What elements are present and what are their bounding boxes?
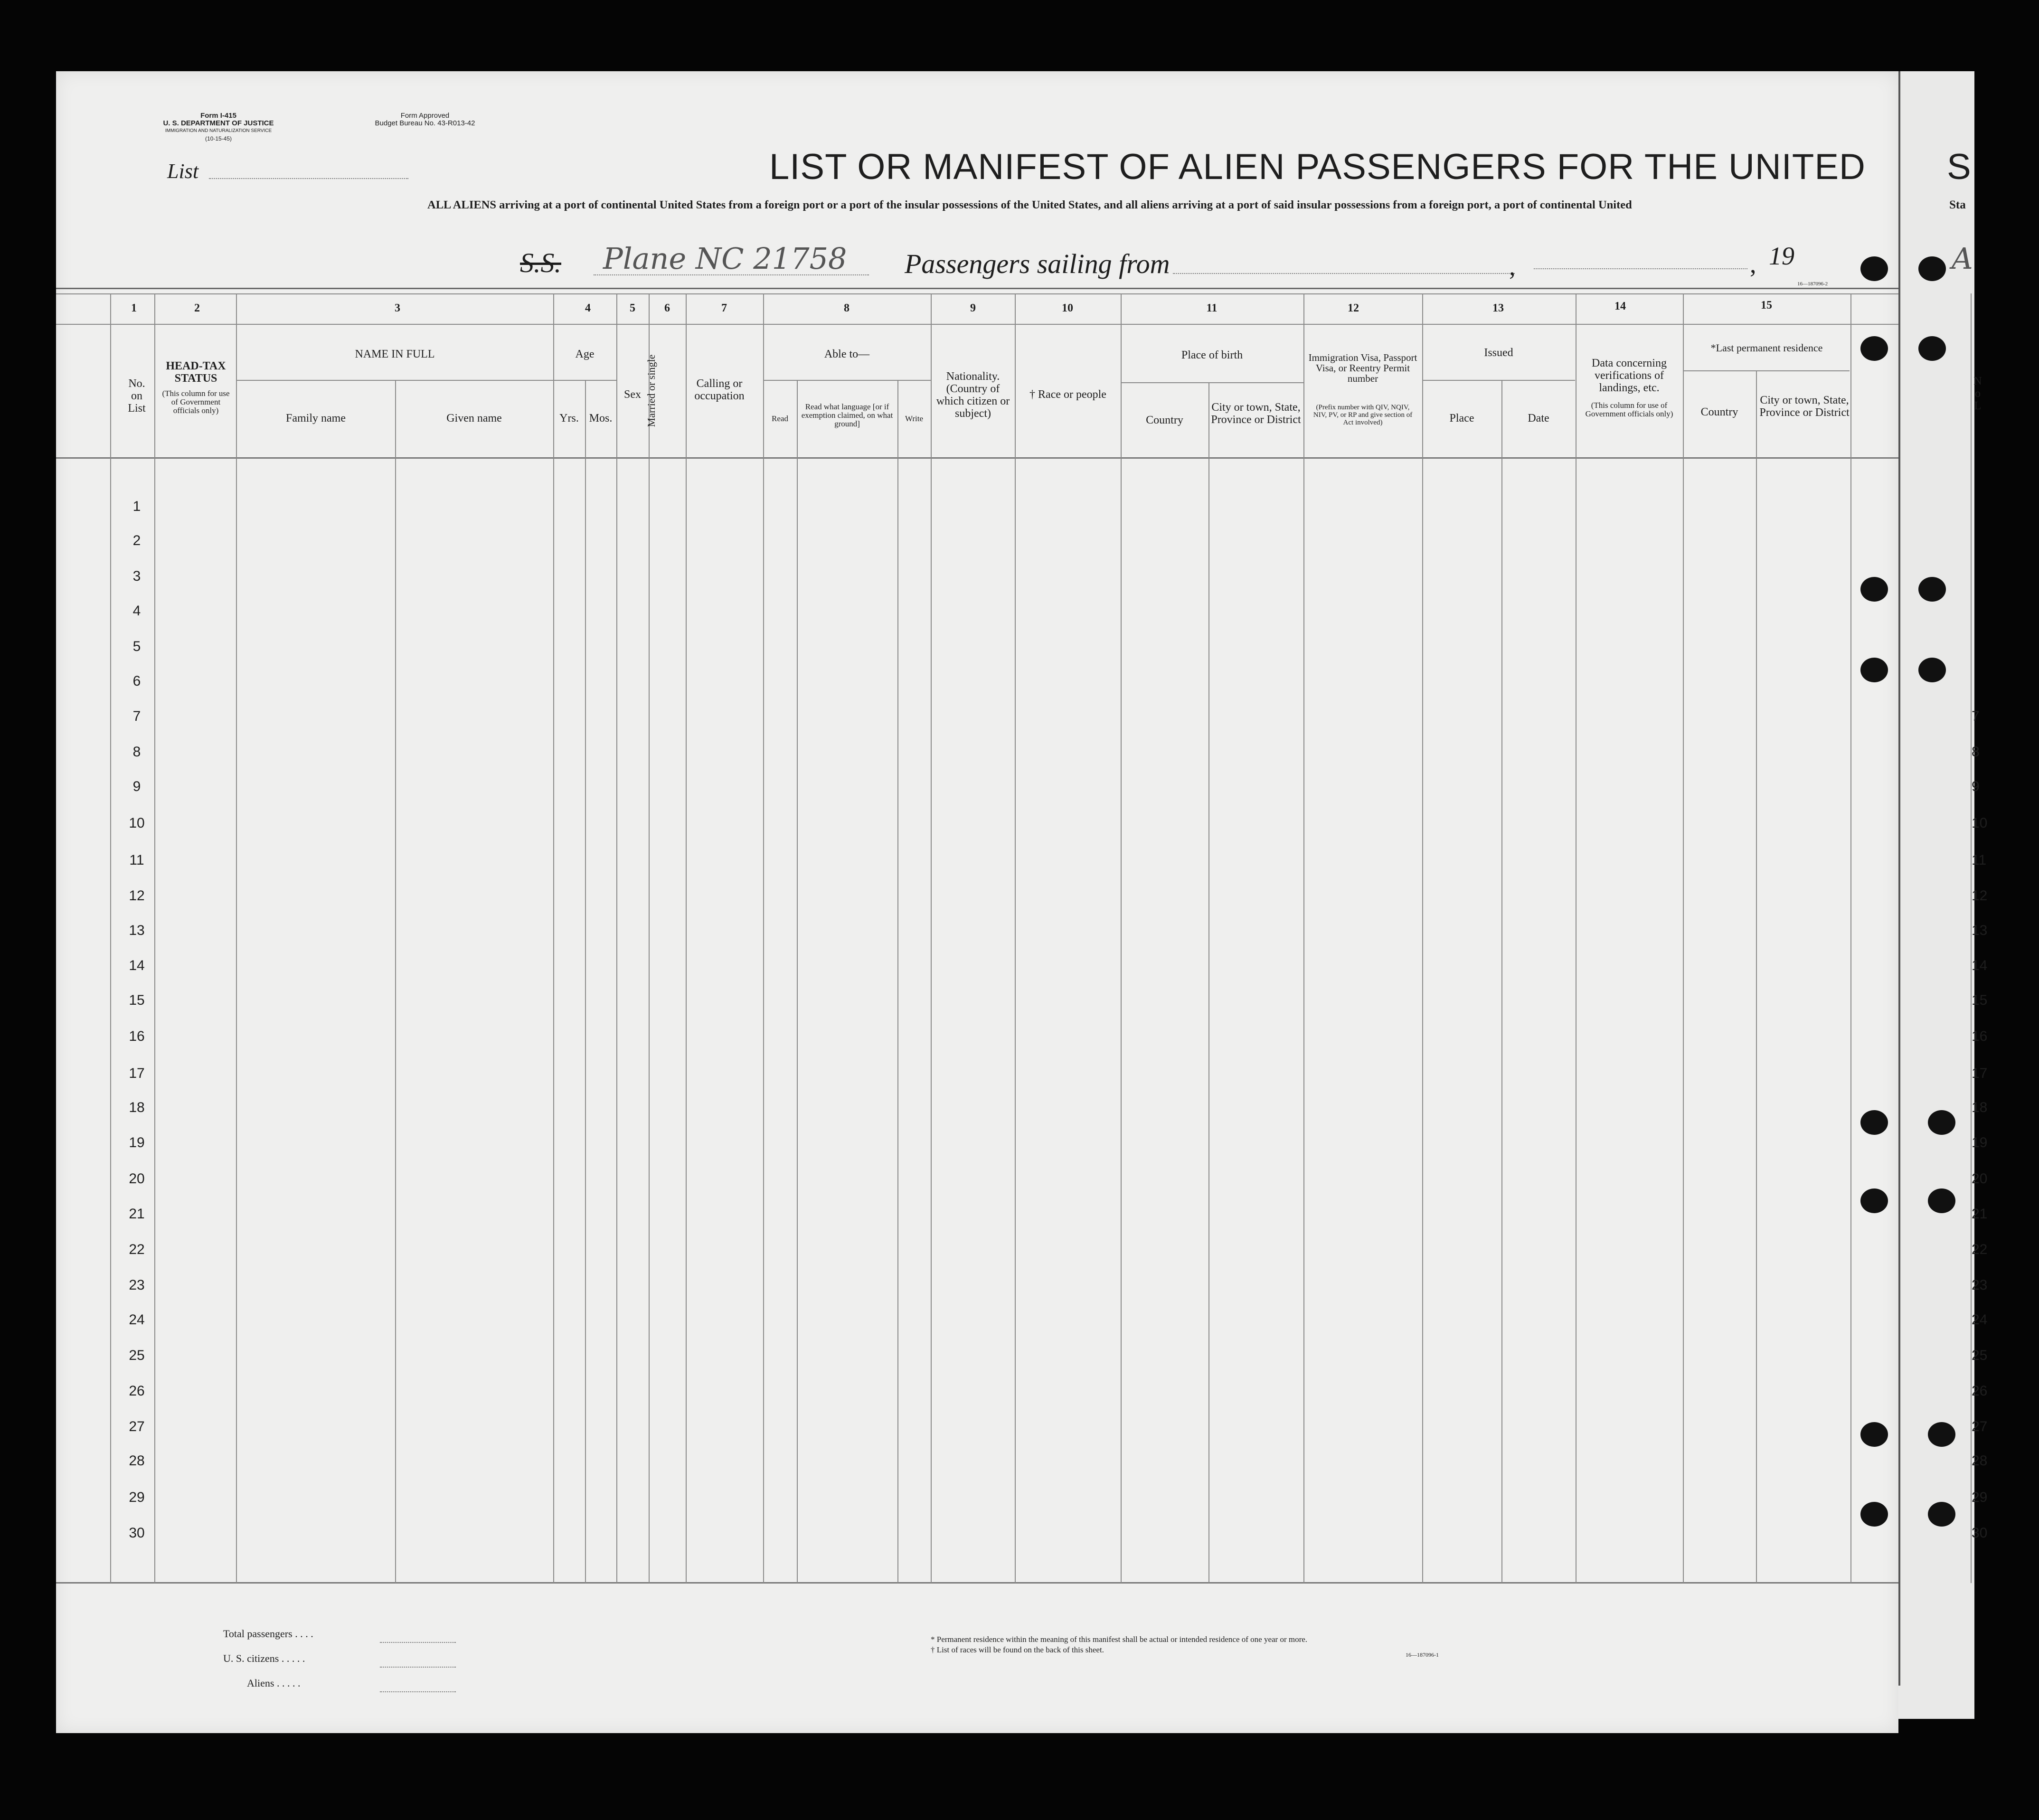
header-race: † Race or people	[1029, 388, 1106, 401]
header-family-name: Family name	[286, 412, 346, 424]
header-married: Married or single	[645, 354, 657, 427]
row-number-right: 22	[1972, 1242, 1988, 1257]
col-number-12: 12	[1348, 302, 1359, 314]
row-number-right: 16	[1972, 1028, 1988, 1044]
row-number-right: 9	[1972, 779, 1980, 794]
punch-hole	[1928, 1422, 1955, 1447]
us-citizens-text: U. S. citizens	[223, 1652, 279, 1664]
header-calling: Calling or occupation	[694, 377, 745, 402]
punch-hole	[1860, 1188, 1888, 1213]
col-line	[649, 293, 650, 1583]
footer-print-code: 16—187096-1	[1406, 1651, 1439, 1658]
sailing-fill-line	[1173, 273, 1515, 274]
col-line	[1208, 382, 1209, 1583]
row-number: 16	[129, 1028, 145, 1044]
table-bottom-rule	[56, 1582, 1898, 1584]
header-date: Date	[1528, 412, 1549, 424]
punch-hole	[1918, 336, 1946, 361]
row-number-right: 20	[1972, 1171, 1988, 1187]
name-sub-rule	[236, 380, 616, 381]
row-number: 19	[129, 1135, 145, 1150]
header-sex: Sex	[624, 388, 641, 401]
punch-hole	[1860, 1422, 1888, 1447]
comma-2: ,	[1750, 250, 1756, 278]
us-citizens-line	[380, 1667, 456, 1668]
residence-sub-rule	[1683, 370, 1850, 371]
budget-number: Budget Bureau No. 43-R013-42	[375, 119, 475, 127]
header-yrs: Yrs.	[559, 412, 579, 424]
header-place-of-birth: Place of birth	[1181, 349, 1243, 361]
punch-hole	[1860, 577, 1888, 602]
col-line	[897, 380, 898, 1583]
header-bottom-rule	[56, 457, 1898, 459]
col-line	[1121, 293, 1122, 1583]
col-line	[1850, 293, 1851, 1583]
list-label: List	[167, 160, 199, 183]
us-citizens-label: U. S. citizens . . . . .	[223, 1652, 305, 1664]
punch-hole	[1860, 658, 1888, 682]
total-passengers-text: Total passengers	[223, 1628, 293, 1640]
next-page-handwritten-fragment: A	[1952, 241, 1973, 276]
aliens-text: Aliens	[247, 1677, 274, 1689]
col-number-11: 11	[1206, 302, 1218, 314]
form-info-block	[161, 112, 275, 142]
footnote-races: † List of races will be found on the back of this sheet.	[931, 1645, 1104, 1654]
col-number-6: 6	[664, 302, 670, 314]
row-number-right: 23	[1972, 1277, 1988, 1293]
footnote-residence: * Permanent residence within the meaning of this manifest shall be actual or intended residence of one year or more.	[931, 1635, 1308, 1644]
row-number-right: 18	[1972, 1100, 1988, 1115]
punch-hole	[1860, 256, 1888, 281]
row-number: 10	[129, 815, 145, 831]
list-fill-line	[209, 178, 408, 179]
row-number: 3	[132, 568, 141, 584]
next-page-title-fragment: S	[1947, 147, 1972, 187]
col-line	[616, 293, 617, 1583]
form-number: Form I-415	[200, 112, 236, 120]
header-res-country: Country	[1700, 406, 1738, 418]
punch-hole	[1928, 1502, 1955, 1527]
vessel-fill-line	[594, 274, 869, 275]
row-number-right: 8	[1972, 744, 1980, 760]
row-number: 30	[129, 1525, 145, 1541]
row-number: 22	[129, 1242, 145, 1257]
col-number-8: 8	[844, 302, 850, 314]
issued-sub-rule	[1422, 380, 1575, 381]
table-top-rule	[56, 288, 1898, 289]
row-number-right: 29	[1972, 1490, 1988, 1505]
row-number: 2	[132, 533, 141, 548]
col-line	[763, 293, 764, 1583]
row-number: 8	[132, 744, 141, 760]
col-line	[1303, 293, 1304, 1583]
row-number-right: 10	[1972, 815, 1988, 831]
department: U. S. DEPARTMENT OF JUSTICE	[163, 119, 274, 127]
row-number-right: 11	[1972, 852, 1987, 868]
row-number: 27	[129, 1419, 145, 1434]
row-number: 18	[129, 1100, 145, 1115]
header-read-language: Read what language [or if exemption claimed, on what ground]	[801, 402, 893, 428]
ss-label: S.S.	[520, 247, 561, 278]
col-number-13: 13	[1492, 302, 1504, 314]
row-number: 9	[132, 779, 141, 794]
header-place: Place	[1449, 412, 1474, 424]
header-write: Write	[905, 414, 924, 423]
row-number-right: 17	[1972, 1066, 1988, 1081]
col-line	[931, 293, 932, 1583]
row-number: 13	[129, 923, 145, 938]
row-number: 25	[129, 1348, 145, 1363]
punch-hole	[1860, 336, 1888, 361]
col-line	[236, 293, 237, 1583]
service: IMMIGRATION AND NATURALIZATION SERVICE	[165, 128, 272, 133]
adjacent-page-edge	[1898, 71, 1974, 1719]
col-line	[1756, 370, 1757, 1583]
total-passengers-label: Total passengers . . . .	[223, 1628, 313, 1640]
page-title: LIST OR MANIFEST OF ALIEN PASSENGERS FOR THE UNITED	[769, 147, 1866, 187]
col-line	[1898, 71, 1900, 1686]
col-number-7: 7	[721, 302, 727, 314]
vessel-print-code: 16—187096-2	[1797, 281, 1828, 287]
next-page-no-fragment: N o L	[1973, 375, 1982, 412]
header-visa: Immigration Visa, Passport Visa, or Reentry Permit number	[1308, 352, 1417, 384]
col-line	[797, 380, 798, 1583]
col-line	[686, 293, 687, 1583]
header-given-name: Given name	[446, 412, 502, 424]
handwritten-vessel: Plane NC 21758	[603, 241, 847, 276]
header-visa-note: (Prefix number with QIV, NQIV, NIV, PV, or RP and give section of Act involved)	[1313, 404, 1413, 426]
col-number-1: 1	[131, 302, 137, 314]
able-sub-rule	[764, 380, 931, 381]
row-number: 23	[129, 1277, 145, 1293]
punch-hole	[1918, 577, 1946, 602]
row-number: 26	[129, 1383, 145, 1399]
row-number-right: 28	[1972, 1453, 1988, 1469]
header-nationality: Nationality. (Country of which citizen or subject)	[936, 370, 1010, 420]
birth-sub-rule	[1122, 382, 1304, 383]
page-subtitle: ALL ALIENS arriving at a port of continental United States from a foreign port or a port of the insular possessions of the United States, and all aliens arriving at a port of said insular possessions from a foreign port, a port of continental United	[427, 198, 1632, 211]
row-number: 7	[132, 708, 141, 724]
row-number: 21	[129, 1206, 145, 1222]
header-read: Read	[772, 414, 788, 423]
date-code: (10-15-45)	[205, 135, 232, 142]
col-line	[585, 380, 586, 1583]
row-number-right: 25	[1972, 1348, 1988, 1363]
col-line	[1501, 380, 1502, 1583]
col-line	[1015, 293, 1016, 1583]
form-approved: Form Approved	[400, 112, 450, 120]
row-number-right: 19	[1972, 1135, 1988, 1150]
header-no-on-list: No. on List	[128, 377, 146, 415]
year-prefix: 19	[1769, 242, 1794, 270]
punch-hole	[1860, 1110, 1888, 1135]
punch-hole	[1918, 658, 1946, 682]
row-number: 12	[129, 888, 145, 904]
row-number: 17	[129, 1066, 145, 1081]
header-city: City or town, State, Province or District	[1211, 401, 1301, 426]
col-number-2: 2	[194, 302, 200, 314]
col-line	[110, 293, 111, 1583]
row-number-right: 13	[1972, 923, 1988, 938]
next-page-subtitle-fragment: Sta	[1949, 198, 1966, 211]
col-number-10: 10	[1062, 302, 1073, 314]
header-name-in-full: NAME IN FULL	[355, 348, 435, 360]
row-number: 28	[129, 1453, 145, 1469]
header-country: Country	[1146, 414, 1183, 426]
col-line	[1422, 293, 1423, 1583]
aliens-line	[380, 1691, 456, 1692]
row-number-right: 21	[1972, 1206, 1988, 1222]
header-last-residence: *Last permanent residence	[1710, 342, 1823, 354]
row-number: 20	[129, 1171, 145, 1187]
row-number-right: 24	[1972, 1312, 1988, 1328]
header-issued: Issued	[1484, 347, 1513, 359]
col-number-14: 14	[1614, 300, 1626, 312]
row-number-right: 26	[1972, 1383, 1988, 1399]
comma-1: ,	[1509, 252, 1516, 281]
punch-hole	[1918, 256, 1946, 281]
row-number: 24	[129, 1312, 145, 1328]
row-number: 4	[132, 603, 141, 619]
row-number: 11	[129, 852, 144, 868]
row-number: 15	[129, 992, 145, 1008]
colnum-rule	[56, 324, 1898, 325]
approval-block	[354, 112, 496, 127]
header-data-note: (This column for use of Government officials only)	[1585, 401, 1673, 418]
manifest-page	[56, 71, 1898, 1733]
header-res-city: City or town, State, Province or District	[1759, 394, 1850, 419]
col-number-4: 4	[585, 302, 591, 314]
row-number: 29	[129, 1490, 145, 1505]
punch-hole	[1928, 1188, 1955, 1213]
col-line	[154, 293, 155, 1583]
aliens-label: Aliens . . . . .	[247, 1677, 301, 1689]
row-number-right: 15	[1972, 992, 1988, 1008]
col-number-3: 3	[395, 302, 400, 314]
col-line	[553, 293, 554, 1583]
row-number-right: 12	[1972, 888, 1988, 904]
col-line	[395, 380, 396, 1583]
header-able-to: Able to—	[824, 348, 870, 360]
col-number-9: 9	[970, 302, 976, 314]
header-head-tax-note: (This column for use of Government officials only)	[162, 389, 230, 415]
total-passengers-line	[380, 1642, 456, 1643]
header-age: Age	[575, 348, 595, 360]
row-number: 14	[129, 958, 145, 973]
table-top-rule-2	[56, 293, 1898, 294]
row-number: 6	[132, 673, 141, 689]
col-number-5: 5	[630, 302, 635, 314]
row-number: 1	[132, 499, 141, 514]
row-number: 5	[132, 639, 141, 654]
sailing-from-label: Passengers sailing from	[905, 248, 1170, 279]
header-head-tax: HEAD-TAX STATUS	[166, 360, 226, 385]
col-number-15: 15	[1761, 299, 1772, 311]
header-mos: Mos.	[589, 412, 613, 424]
col-line	[1683, 293, 1684, 1583]
row-number-right: 27	[1972, 1419, 1988, 1434]
row-number-right: 7	[1972, 708, 1980, 724]
row-number-right: 14	[1972, 958, 1988, 973]
punch-hole	[1928, 1110, 1955, 1135]
date-fill-line	[1534, 268, 1747, 269]
header-data-concerning: Data concerning verifications of landings, etc.	[1592, 357, 1667, 394]
punch-hole	[1860, 1502, 1888, 1527]
row-number-right: 30	[1972, 1525, 1988, 1541]
